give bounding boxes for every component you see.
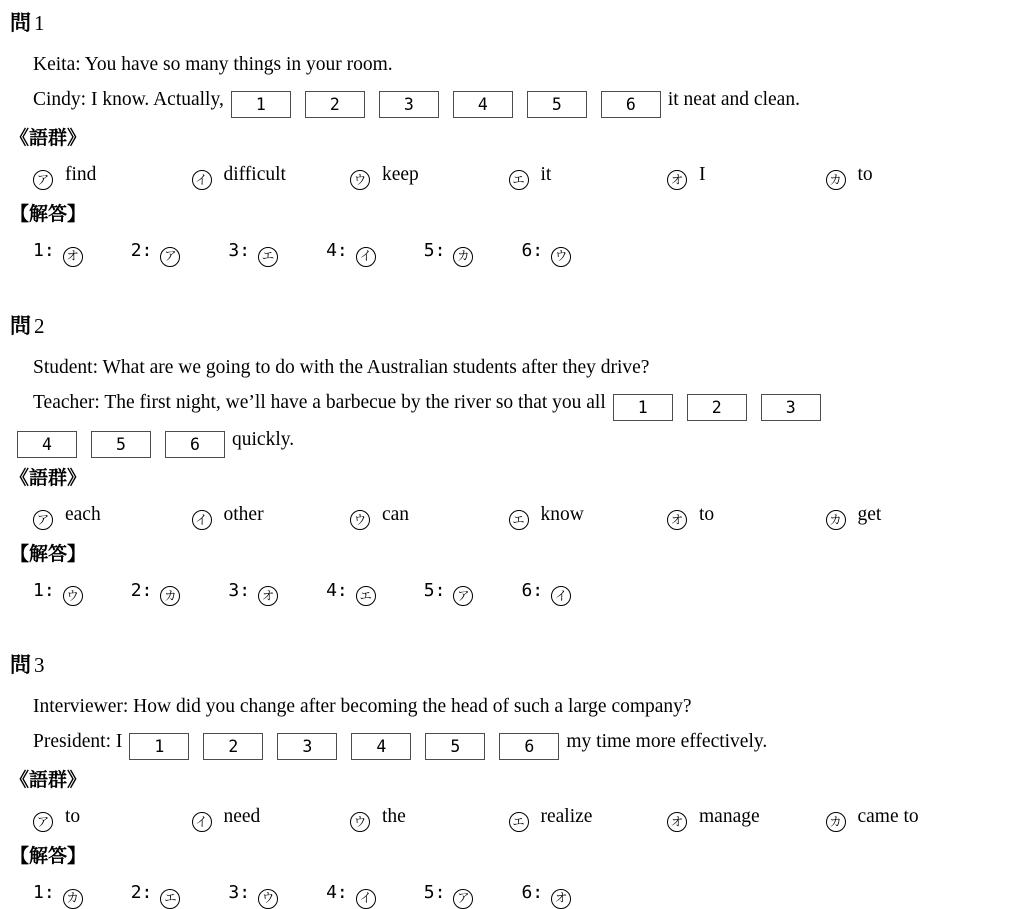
- word-option: [509, 802, 668, 832]
- word-text: know: [540, 503, 584, 525]
- blank-box: 6: [499, 733, 559, 760]
- blank-box: 5: [527, 91, 587, 118]
- answer-item: [424, 878, 474, 908]
- word-text: to: [65, 806, 81, 827]
- answer-number: 2:: [130, 882, 153, 904]
- circled-letter: イ: [551, 586, 571, 606]
- circled-letter: オ: [667, 510, 687, 530]
- word-text: other: [223, 503, 264, 525]
- question-1: [10, 10, 1014, 267]
- dialogue-text: Cindy: I know. Actually,: [33, 89, 224, 110]
- circled-letter: カ: [63, 889, 83, 909]
- word-option: [192, 802, 351, 832]
- answer-number: 4:: [326, 579, 348, 601]
- blank-box: 3: [277, 733, 337, 760]
- circled-letter: イ: [192, 510, 212, 530]
- answer-number: 6:: [521, 579, 544, 601]
- blank-box: 1: [613, 394, 673, 421]
- word-option: [33, 160, 192, 190]
- question-number: 2: [34, 313, 45, 338]
- dialogue-line-continuation: [10, 423, 1014, 458]
- answer-row: [10, 236, 1014, 266]
- answer-row: [10, 878, 1014, 908]
- circled-letter: オ: [667, 812, 687, 832]
- question-3-heading: [10, 652, 1014, 678]
- answer-label: 【解答】: [10, 542, 87, 565]
- word-group-label: 《語群》: [10, 127, 87, 149]
- word-group-row: [10, 160, 1014, 190]
- answer-item: [424, 576, 474, 606]
- answer-number: 6:: [521, 240, 544, 262]
- word-text: can: [382, 503, 410, 525]
- circled-letter: ウ: [258, 889, 278, 909]
- circled-letter: オ: [667, 170, 687, 190]
- circled-letter: イ: [192, 170, 212, 190]
- word-text: to: [699, 503, 715, 525]
- blank-box: 4: [453, 91, 513, 118]
- word-group-label: 《語群》: [10, 466, 87, 489]
- word-text: each: [65, 503, 101, 525]
- word-text: need: [223, 806, 261, 827]
- circled-letter: オ: [63, 247, 83, 267]
- question-label: 問: [10, 11, 31, 35]
- dialogue-line: [10, 725, 1014, 760]
- answer-item: [131, 576, 181, 606]
- answer-item: [521, 576, 571, 606]
- blank-box: 2: [687, 394, 747, 421]
- circled-letter: カ: [160, 586, 180, 606]
- dialogue-line: [10, 386, 1014, 421]
- circled-letter: カ: [826, 812, 846, 832]
- circled-letter: イ: [192, 812, 212, 832]
- blank-box: 5: [91, 431, 151, 458]
- word-option: [667, 160, 826, 190]
- question-3: [10, 652, 1014, 909]
- word-text: came to: [857, 806, 919, 827]
- word-text: find: [65, 164, 97, 185]
- word-option: [826, 160, 985, 190]
- word-group-label: 《語群》: [10, 769, 87, 791]
- word-text: it: [540, 164, 552, 185]
- answer-item: [521, 878, 571, 908]
- dialogue-text: quickly.: [232, 428, 295, 450]
- answer-number: 3:: [228, 240, 251, 262]
- circled-letter: オ: [258, 586, 278, 606]
- word-option: [509, 500, 668, 530]
- word-option: [350, 802, 509, 832]
- circled-letter: エ: [509, 510, 529, 530]
- dialogue-text: Teacher: The first night, we’ll have a barbecue by the river so that you all: [33, 391, 606, 413]
- answer-number: 2:: [130, 240, 153, 262]
- circled-letter: ウ: [350, 812, 370, 832]
- dialogue-text: President: I: [33, 731, 123, 752]
- answer-item: [326, 576, 376, 606]
- answer-number: 3:: [228, 882, 251, 904]
- circled-letter: ア: [33, 812, 53, 832]
- word-text: I: [699, 164, 706, 185]
- question-label: 問: [10, 653, 31, 677]
- circled-letter: カ: [826, 170, 846, 190]
- circled-letter: エ: [160, 889, 180, 909]
- answer-label: 【解答】: [10, 845, 87, 868]
- answer-item: [228, 236, 278, 266]
- dialogue-text: it neat and clean.: [667, 89, 800, 110]
- answer-item: [228, 878, 278, 908]
- circled-letter: カ: [453, 247, 473, 267]
- question-2: [10, 313, 1014, 607]
- question-number: 1: [34, 11, 45, 35]
- answer-number: 2:: [130, 579, 153, 601]
- answer-number: 4:: [326, 882, 348, 904]
- answer-item: [326, 878, 376, 908]
- circled-letter: ウ: [63, 586, 83, 606]
- blank-box: 4: [17, 431, 77, 458]
- dialogue-text: Interviewer: How did you change after becoming the head of such a large company?: [33, 696, 692, 717]
- word-option: [826, 802, 985, 832]
- circled-letter: ア: [33, 170, 53, 190]
- answer-item: [228, 576, 278, 606]
- circled-letter: ウ: [551, 247, 571, 267]
- question-1-heading: [10, 10, 1014, 36]
- circled-letter: ウ: [350, 170, 370, 190]
- answer-row: [10, 576, 1014, 606]
- answer-number: 1:: [33, 240, 55, 262]
- answer-item: [424, 236, 474, 266]
- word-option: [192, 160, 351, 190]
- dialogue-line: [10, 48, 1014, 81]
- dialogue-text: Keita: You have so many things in your room.: [33, 54, 393, 75]
- question-label: 問: [10, 313, 31, 338]
- word-group-row: [10, 802, 1014, 832]
- dialogue-line: [10, 83, 1014, 118]
- blank-box: 1: [129, 733, 189, 760]
- answer-number: 5:: [423, 579, 446, 601]
- answer-number: 1:: [33, 579, 55, 601]
- blank-box: 6: [601, 91, 661, 118]
- word-option: [192, 500, 351, 530]
- word-option: [33, 802, 192, 832]
- circled-letter: イ: [356, 889, 376, 909]
- answer-item: [33, 576, 83, 606]
- blank-box: 3: [379, 91, 439, 118]
- answer-number: 5:: [423, 240, 446, 262]
- blank-box: 5: [425, 733, 485, 760]
- circled-letter: エ: [258, 247, 278, 267]
- circled-letter: オ: [551, 889, 571, 909]
- answer-number: 1:: [33, 882, 55, 904]
- dialogue-line: [10, 351, 1014, 384]
- word-text: difficult: [223, 164, 286, 185]
- circled-letter: ア: [453, 586, 473, 606]
- blank-box: 6: [165, 431, 225, 458]
- blank-box: 2: [203, 733, 263, 760]
- blank-box: 1: [231, 91, 291, 118]
- circled-letter: ウ: [350, 510, 370, 530]
- word-text: keep: [382, 164, 419, 185]
- circled-letter: ア: [33, 510, 53, 530]
- dialogue-text: my time more effectively.: [566, 731, 768, 752]
- answer-number: 5:: [423, 882, 446, 904]
- blank-box: 3: [761, 394, 821, 421]
- answer-item: [131, 236, 181, 266]
- circled-letter: ア: [160, 247, 180, 267]
- word-text: manage: [699, 806, 760, 827]
- answer-item: [33, 236, 83, 266]
- word-text: realize: [540, 806, 593, 827]
- blank-box: 2: [305, 91, 365, 118]
- word-text: to: [857, 164, 873, 185]
- answer-number: 6:: [521, 882, 544, 904]
- answer-label: 【解答】: [10, 203, 87, 226]
- blank-box: 4: [351, 733, 411, 760]
- word-text: the: [382, 806, 406, 827]
- answer-number: 4:: [326, 240, 348, 262]
- dialogue-text: Student: What are we going to do with the Australian students after they drive?: [33, 356, 650, 378]
- answer-item: [521, 236, 571, 266]
- word-option: [33, 500, 192, 530]
- circled-letter: イ: [356, 247, 376, 267]
- question-2-heading: [10, 313, 1014, 339]
- word-option: [826, 500, 985, 530]
- answer-item: [131, 878, 181, 908]
- word-option: [667, 500, 826, 530]
- circled-letter: ア: [453, 889, 473, 909]
- dialogue-line: [10, 690, 1014, 723]
- word-option: [667, 802, 826, 832]
- answer-number: 3:: [228, 579, 251, 601]
- question-number: 3: [34, 653, 45, 677]
- word-option: [350, 500, 509, 530]
- word-text: get: [857, 503, 882, 525]
- circled-letter: カ: [826, 510, 846, 530]
- circled-letter: エ: [356, 586, 376, 606]
- circled-letter: エ: [509, 812, 529, 832]
- answer-item: [33, 878, 83, 908]
- answer-item: [326, 236, 376, 266]
- word-group-row: [10, 500, 1014, 530]
- word-option: [509, 160, 668, 190]
- word-option: [350, 160, 509, 190]
- circled-letter: エ: [509, 170, 529, 190]
